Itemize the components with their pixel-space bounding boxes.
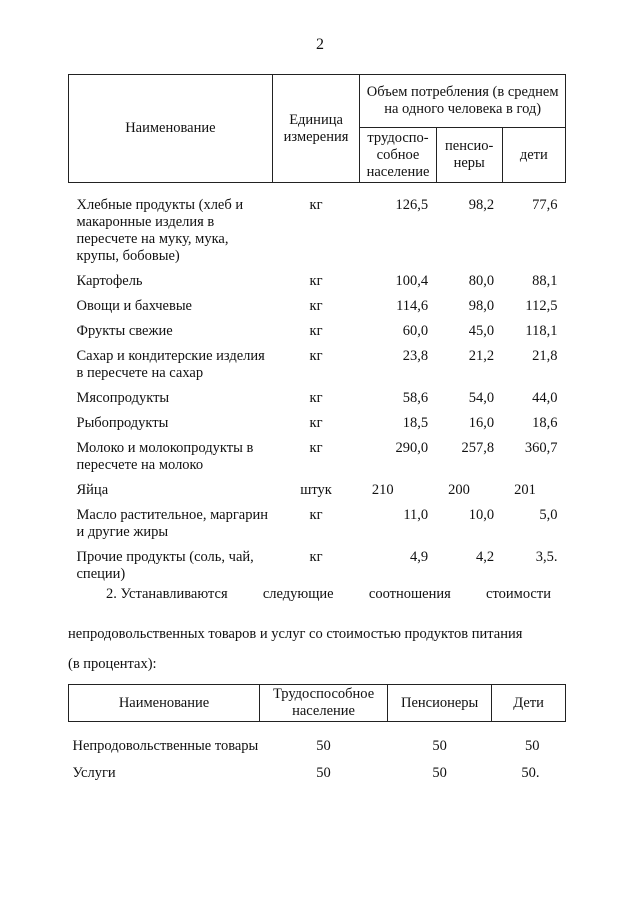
row-unit: кг <box>309 390 323 406</box>
row-unit: кг <box>309 348 323 364</box>
row-children: 77,6 <box>532 197 558 213</box>
row-pensioners: 98,2 <box>468 197 495 213</box>
row-name: Картофель <box>76 273 143 289</box>
row-unit: кг <box>309 298 323 314</box>
table-row <box>69 413 566 438</box>
header-pensioners: пенсио-неры <box>436 128 502 183</box>
row-pensioners: 80,0 <box>468 273 495 289</box>
row-name: Фрукты свежие <box>76 323 173 339</box>
header-working: трудоспо-собное население <box>360 128 436 183</box>
row-working: 18,5 <box>402 415 429 431</box>
ratio-table-header <box>69 685 566 722</box>
row-pensioners: 16,0 <box>468 415 495 431</box>
table-row <box>69 321 566 346</box>
row-name: Непродовольственные товары <box>72 738 259 754</box>
row-working: 60,0 <box>402 323 429 339</box>
row-children: 3,5. <box>535 549 558 565</box>
row-unit: кг <box>309 197 323 213</box>
row-working: 50 <box>316 738 331 754</box>
table-row <box>69 438 566 480</box>
paragraph-word: соотношения <box>368 586 451 602</box>
table-row <box>69 296 566 321</box>
paragraph-line-2: непродовольственных товаров и услуг со стоимостью продуктов питания <box>68 626 523 642</box>
row-unit: кг <box>309 507 323 523</box>
row-unit: кг <box>309 273 323 289</box>
row-pensioners: 10,0 <box>468 507 495 523</box>
row-pensioners: 50 <box>432 765 447 781</box>
row-working: 100,4 <box>395 273 429 289</box>
row-working: 210 <box>371 482 394 498</box>
header-working: Трудоспособное население <box>260 685 388 722</box>
row-name: Услуги <box>72 765 116 781</box>
header-name: Наименование <box>69 75 273 183</box>
row-name: Прочие продукты (соль, чай, специи) <box>76 549 254 582</box>
row-name: Яйца <box>76 482 109 498</box>
table-row <box>69 763 566 790</box>
row-working: 11,0 <box>403 507 429 523</box>
paragraph-line-3: (в процентах): <box>68 656 157 672</box>
header-name: Наименование <box>69 685 260 722</box>
row-name: Молоко и молокопродукты в пересчете на молоко <box>76 440 254 473</box>
row-pensioners: 200 <box>448 482 470 498</box>
row-name: Овощи и бахчевые <box>76 298 192 314</box>
row-pensioners: 45,0 <box>468 323 495 339</box>
row-children: 360,7 <box>524 440 558 456</box>
table-row <box>69 505 566 547</box>
row-working: 50 <box>316 765 331 781</box>
page-number: 2 <box>316 36 324 53</box>
row-children: 118,1 <box>525 323 558 339</box>
ratio-table <box>68 684 566 790</box>
row-children: 18,6 <box>532 415 558 431</box>
row-working: 58,6 <box>402 390 429 406</box>
row-working: 4,9 <box>410 549 429 565</box>
row-name: Мясопродукты <box>76 390 170 406</box>
paragraph-line-1 <box>68 586 551 603</box>
row-working: 290,0 <box>395 440 429 456</box>
row-unit: штук <box>300 482 332 498</box>
header-children: дети <box>502 128 565 183</box>
header-volume: Объем потребления (в среднем на одного человека в год) <box>360 75 566 128</box>
row-pensioners: 21,2 <box>468 348 495 364</box>
row-working: 114,6 <box>396 298 429 314</box>
table-row <box>69 480 566 505</box>
table-row <box>69 736 566 763</box>
table-row <box>69 547 566 589</box>
row-pensioners: 98,0 <box>468 298 495 314</box>
row-children: 50 <box>525 738 540 754</box>
table-row <box>69 388 566 413</box>
row-unit: кг <box>309 323 323 339</box>
header-children: Дети <box>492 685 566 722</box>
paragraph-word: стоимости <box>486 586 551 602</box>
row-children: 50. <box>521 765 540 781</box>
table-row <box>69 346 566 388</box>
row-pensioners: 257,8 <box>461 440 495 456</box>
row-children: 21,8 <box>532 348 558 364</box>
header-pensioners: Пенсионеры <box>388 685 492 722</box>
consumption-table-header <box>69 75 566 183</box>
row-name: Рыбопродукты <box>76 415 169 431</box>
paragraph-word: следующие <box>262 586 334 602</box>
header-unit: Единица измерения <box>272 75 360 183</box>
row-working: 23,8 <box>402 348 429 364</box>
row-children: 112,5 <box>525 298 558 314</box>
row-working: 126,5 <box>395 197 429 213</box>
row-children: 44,0 <box>532 390 558 406</box>
consumption-table <box>68 74 566 589</box>
table-row <box>69 195 566 271</box>
row-name: Хлебные продукты (хлеб и макаронные изделия в пересчете на муку, мука, крупы, бобовые) <box>76 197 244 264</box>
row-unit: кг <box>309 549 323 565</box>
table-row <box>69 271 566 296</box>
row-pensioners: 50 <box>432 738 447 754</box>
row-pensioners: 54,0 <box>468 390 495 406</box>
paragraph-word: 2. Устанавливаются <box>106 586 228 602</box>
row-unit: кг <box>309 415 323 431</box>
row-children: 88,1 <box>532 273 558 289</box>
row-name: Масло растительное, маргарин и другие жиры <box>76 507 269 540</box>
row-pensioners: 4,2 <box>476 549 495 565</box>
row-children: 201 <box>514 482 536 498</box>
row-unit: кг <box>309 440 323 456</box>
row-name: Сахар и кондитерские изделия в пересчете на сахар <box>76 348 265 381</box>
row-children: 5,0 <box>539 507 558 523</box>
